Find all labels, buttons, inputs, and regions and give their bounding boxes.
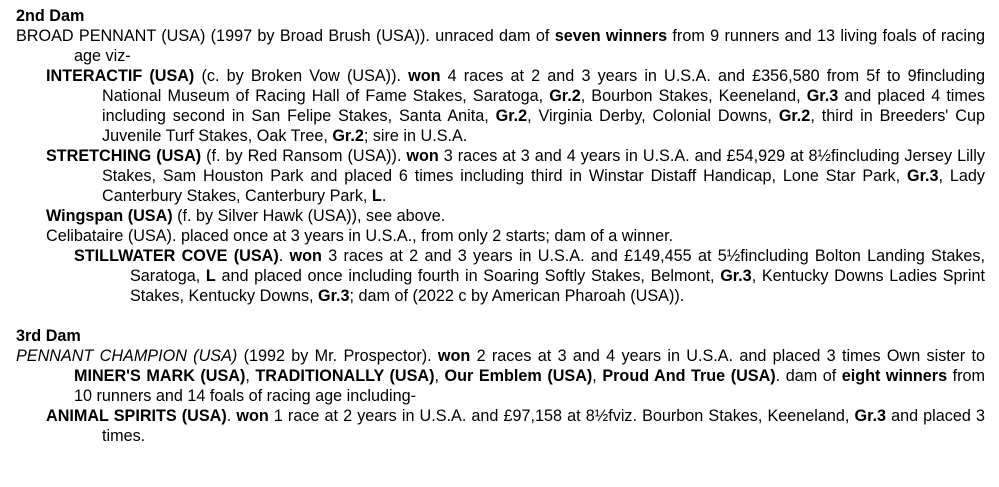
grade-label: Gr.2 — [549, 87, 581, 105]
race-text: 2 races at 3 and 4 years in U.S.A. and placed 3 times Own sister to — [470, 347, 985, 365]
race-text: , Virginia Derby, Colonial Downs, — [527, 107, 779, 125]
race-text: 4 races at 2 and 3 years in U.S.A. and £356,580 from 5f to 9fincluding National Museum of Racing Hall of Fame Stakes, Saratoga, — [102, 67, 985, 105]
grade-label: Gr.3 — [907, 167, 939, 185]
horse-pedigree: (c. by Broken Vow (USA)). — [194, 67, 409, 85]
horse-pedigree: (f. by Red Ransom (USA)). — [201, 147, 407, 165]
grade-label: L — [371, 187, 382, 205]
race-text: , Kentucky Downs Ladies Sprint Stakes, Kentucky Downs, — [130, 267, 985, 305]
offspring-entry-celibataire — [16, 226, 985, 246]
race-text: from 10 runners and 14 foals of racing age including- — [74, 367, 986, 405]
separator: , — [592, 367, 603, 385]
race-text: . — [381, 187, 387, 205]
grade-label: Gr.3 — [854, 407, 886, 425]
race-text: and placed once including fourth in Soaring Softly Stakes, Belmont, — [215, 267, 721, 285]
grade-label: Gr.2 — [778, 107, 811, 125]
won-label: won — [437, 347, 471, 365]
race-text: ; sire in U.S.A. — [363, 127, 468, 145]
race-text: , Lady Canterbury Stakes, Canterbury Park, — [102, 167, 985, 205]
race-text: and placed 3 times. — [102, 407, 985, 445]
race-text: 3 races at 2 and 3 years in U.S.A. and £149,455 at 5½fincluding Bolton Landing Stakes, Saratoga, — [130, 247, 986, 285]
sibling-name: Our Emblem (USA) — [444, 367, 593, 385]
horse-pedigree: . — [278, 247, 290, 265]
won-label: won — [406, 147, 439, 165]
grade-label: Gr.2 — [495, 107, 528, 125]
section-spacer — [16, 306, 985, 326]
race-text: ; dam of (2022 c by American Pharoah (USA)). — [349, 287, 685, 305]
horse-name: STRETCHING (USA) — [46, 147, 202, 165]
offspring-entry-stretching — [16, 146, 985, 206]
offspring-entry-wingspan — [16, 206, 985, 226]
offspring-entry-animal-spirits — [16, 406, 985, 446]
second-dam-entry — [16, 26, 985, 66]
sibling-name: TRADITIONALLY (USA) — [255, 367, 435, 385]
dam-winners: seven winners — [554, 27, 668, 45]
grade-label: Gr.2 — [332, 127, 364, 145]
won-label: won — [289, 247, 322, 265]
grade-label: Gr.3 — [806, 87, 839, 105]
grade-label: Gr.3 — [720, 267, 752, 285]
grade-label: L — [205, 267, 216, 285]
dam-winners: eight winners — [841, 367, 948, 385]
separator: , — [434, 367, 445, 385]
second-dam-heading: 2nd Dam — [16, 7, 85, 25]
third-dam-heading: 3rd Dam — [16, 327, 81, 345]
dam-name: PENNANT CHAMPION (USA) — [16, 347, 238, 365]
horse-pedigree: (f. by Silver Hawk (USA)), see above. — [172, 207, 446, 225]
race-text: , third in Breeders' Cup Juvenile Turf Stakes, Oak Tree, — [102, 107, 985, 145]
sibling-name: Proud And True (USA) — [602, 367, 776, 385]
race-text: . dam of — [775, 367, 842, 385]
won-label: won — [408, 67, 441, 85]
sibling-name: MINER'S MARK (USA) — [74, 367, 246, 385]
horse-name: ANIMAL SPIRITS (USA) — [46, 407, 227, 425]
won-label: won — [236, 407, 269, 425]
offspring-entry-interactif — [16, 66, 985, 146]
separator: , — [245, 367, 256, 385]
grade-label: Gr.3 — [318, 287, 350, 305]
dam-name: BROAD PENNANT (USA) — [16, 27, 206, 45]
dam-pedigree: (1992 by Mr. Prospector). — [237, 347, 438, 365]
horse-summary: Celibataire (USA). placed once at 3 years in U.S.A., from only 2 starts; dam of a winner. — [46, 227, 674, 245]
race-text: and placed 4 times including second in San Felipe Stakes, Santa Anita, — [102, 87, 985, 125]
third-dam-entry — [16, 346, 985, 406]
horse-name: Wingspan (USA) — [46, 207, 173, 225]
grand-offspring-entry-stillwater-cove — [16, 246, 985, 306]
horse-name: STILLWATER COVE (USA) — [74, 247, 279, 265]
dam-rest: from 9 runners and 13 living foals of racing age viz- — [74, 27, 985, 65]
horse-pedigree: . — [226, 407, 237, 425]
race-text: 1 race at 2 years in U.S.A. and £97,158 at 8½fviz. Bourbon Stakes, Keeneland, — [268, 407, 855, 425]
race-text: 3 races at 3 and 4 years in U.S.A. and £54,929 at 8½fincluding Jersey Lilly Stakes, Sam Houston Park and placed 6 times including third in Winstar Distaff Handicap, Lone Star Park, — [102, 147, 985, 185]
dam-pedigree: (1997 by Broad Brush (USA)). unraced dam of — [205, 27, 555, 45]
horse-name: INTERACTIF (USA) — [46, 67, 195, 85]
race-text: , Bourbon Stakes, Keeneland, — [580, 87, 807, 105]
